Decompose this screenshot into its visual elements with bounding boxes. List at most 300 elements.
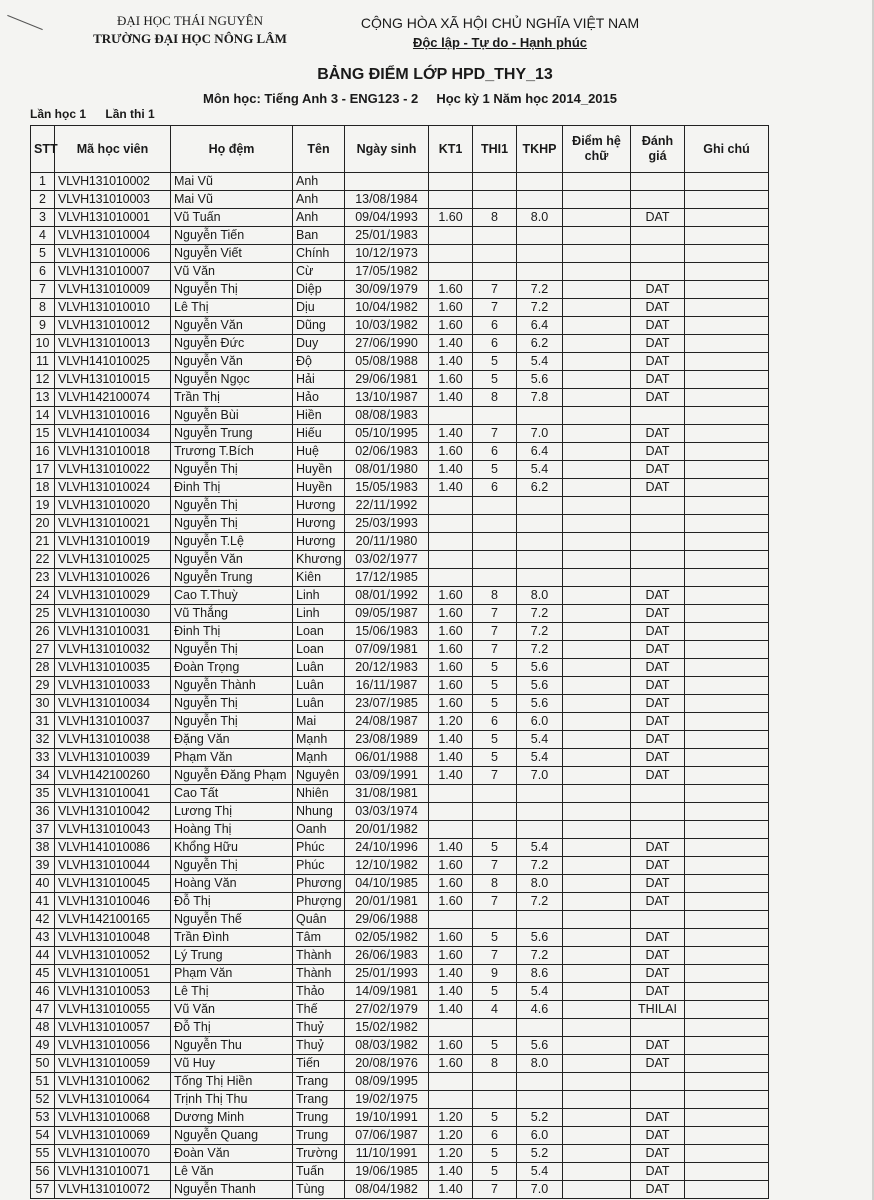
letter-grade-cell <box>563 1163 631 1181</box>
evaluation-cell: DAT <box>631 317 685 335</box>
note-cell <box>685 1001 769 1019</box>
col-dob: Ngày sinh <box>345 126 429 173</box>
date-of-birth-cell: 03/03/1974 <box>345 803 429 821</box>
table-row <box>31 533 769 551</box>
student-id-cell: VLVH131010070 <box>55 1145 171 1163</box>
evaluation-cell: DAT <box>631 767 685 785</box>
last-name-cell: Vũ Văn <box>171 1001 293 1019</box>
kt1-score-cell: 1.40 <box>429 749 473 767</box>
kt1-score-cell: 1.20 <box>429 1109 473 1127</box>
date-of-birth-cell: 19/02/1975 <box>345 1091 429 1109</box>
date-of-birth-cell: 08/04/1982 <box>345 1181 429 1199</box>
date-of-birth-cell: 07/09/1981 <box>345 641 429 659</box>
thi1-score-cell: 7 <box>473 281 517 299</box>
last-name-cell: Nguyễn Thanh <box>171 1181 293 1199</box>
table-row <box>31 1091 769 1109</box>
student-id-cell: VLVH131010022 <box>55 461 171 479</box>
evaluation-cell: DAT <box>631 1037 685 1055</box>
evaluation-cell: DAT <box>631 893 685 911</box>
last-name-cell: Nguyễn Ngọc <box>171 371 293 389</box>
first-name-cell: Luân <box>293 695 345 713</box>
note-cell <box>685 623 769 641</box>
kt1-score-cell: 1.60 <box>429 857 473 875</box>
evaluation-cell <box>631 515 685 533</box>
date-of-birth-cell: 03/09/1991 <box>345 767 429 785</box>
evaluation-cell: DAT <box>631 281 685 299</box>
date-of-birth-cell: 25/03/1993 <box>345 515 429 533</box>
student-id-cell: VLVH131010032 <box>55 641 171 659</box>
first-name-cell: Phượng <box>293 893 345 911</box>
thi1-score-cell: 9 <box>473 965 517 983</box>
student-id-cell: VLVH131010037 <box>55 713 171 731</box>
evaluation-cell: DAT <box>631 479 685 497</box>
row-number-cell: 45 <box>31 965 55 983</box>
last-name-cell: Lương Thị <box>171 803 293 821</box>
last-name-cell: Trần Thị <box>171 389 293 407</box>
first-name-cell: Huyền <box>293 479 345 497</box>
table-row <box>31 839 769 857</box>
first-name-cell: Duy <box>293 335 345 353</box>
last-name-cell: Dương Minh <box>171 1109 293 1127</box>
kt1-score-cell: 1.40 <box>429 479 473 497</box>
thi1-score-cell: 8 <box>473 389 517 407</box>
last-name-cell: Nguyễn Bùi <box>171 407 293 425</box>
row-number-cell: 35 <box>31 785 55 803</box>
tkhp-score-cell: 7.0 <box>517 767 563 785</box>
letter-grade-cell <box>563 533 631 551</box>
date-of-birth-cell: 03/02/1977 <box>345 551 429 569</box>
last-name-cell: Vũ Tuấn <box>171 209 293 227</box>
col-first-name: Tên <box>293 126 345 173</box>
first-name-cell: Hiếu <box>293 425 345 443</box>
last-name-cell: Nguyễn Thị <box>171 695 293 713</box>
evaluation-cell: DAT <box>631 1145 685 1163</box>
evaluation-cell <box>631 1073 685 1091</box>
student-id-cell: VLVH131010026 <box>55 569 171 587</box>
letter-grade-cell <box>563 749 631 767</box>
row-number-cell: 57 <box>31 1181 55 1199</box>
tkhp-score-cell: 7.2 <box>517 857 563 875</box>
date-of-birth-cell: 30/09/1979 <box>345 281 429 299</box>
kt1-score-cell: 1.60 <box>429 623 473 641</box>
tkhp-score-cell: 5.6 <box>517 371 563 389</box>
col-notes: Ghi chú <box>685 126 769 173</box>
note-cell <box>685 407 769 425</box>
note-cell <box>685 965 769 983</box>
student-id-cell: VLVH131010059 <box>55 1055 171 1073</box>
letter-grade-cell <box>563 767 631 785</box>
student-id-cell: VLVH131010042 <box>55 803 171 821</box>
last-name-cell: Nguyễn Thị <box>171 497 293 515</box>
kt1-score-cell: 1.20 <box>429 1127 473 1145</box>
tkhp-score-cell: 5.6 <box>517 659 563 677</box>
kt1-score-cell: 1.20 <box>429 713 473 731</box>
evaluation-cell <box>631 1091 685 1109</box>
letter-grade-cell <box>563 461 631 479</box>
note-cell <box>685 713 769 731</box>
kt1-score-cell: 1.60 <box>429 209 473 227</box>
thi1-score-cell: 6 <box>473 335 517 353</box>
table-row <box>31 461 769 479</box>
student-id-cell: VLVH131010072 <box>55 1181 171 1199</box>
evaluation-cell <box>631 569 685 587</box>
tkhp-score-cell <box>517 533 563 551</box>
note-cell <box>685 461 769 479</box>
table-row <box>31 1181 769 1199</box>
student-id-cell: VLVH131010046 <box>55 893 171 911</box>
letter-grade-cell <box>563 731 631 749</box>
date-of-birth-cell: 05/10/1995 <box>345 425 429 443</box>
date-of-birth-cell: 20/11/1980 <box>345 533 429 551</box>
tkhp-score-cell: 5.6 <box>517 1037 563 1055</box>
first-name-cell: Dũng <box>293 317 345 335</box>
letter-grade-cell <box>563 1181 631 1199</box>
last-name-cell: Lê Văn <box>171 1163 293 1181</box>
student-id-cell: VLVH142100074 <box>55 389 171 407</box>
thi1-score-cell: 6 <box>473 479 517 497</box>
thi1-score-cell: 7 <box>473 623 517 641</box>
note-cell <box>685 731 769 749</box>
tkhp-score-cell <box>517 515 563 533</box>
thi1-score-cell: 5 <box>473 1037 517 1055</box>
note-cell <box>685 533 769 551</box>
tkhp-score-cell: 4.6 <box>517 1001 563 1019</box>
date-of-birth-cell: 27/02/1979 <box>345 1001 429 1019</box>
kt1-score-cell: 1.40 <box>429 983 473 1001</box>
note-cell <box>685 335 769 353</box>
note-cell <box>685 425 769 443</box>
table-row <box>31 1055 769 1073</box>
date-of-birth-cell: 14/09/1981 <box>345 983 429 1001</box>
table-row <box>31 641 769 659</box>
table-row <box>31 173 769 191</box>
note-cell <box>685 947 769 965</box>
letter-grade-cell <box>563 785 631 803</box>
last-name-cell: Nguyễn Thu <box>171 1037 293 1055</box>
table-row <box>31 1163 769 1181</box>
letter-grade-cell <box>563 515 631 533</box>
letter-grade-cell <box>563 641 631 659</box>
table-row <box>31 389 769 407</box>
row-number-cell: 47 <box>31 1001 55 1019</box>
first-name-cell: Kiên <box>293 569 345 587</box>
tkhp-score-cell: 6.2 <box>517 479 563 497</box>
letter-grade-cell <box>563 695 631 713</box>
table-row <box>31 785 769 803</box>
note-cell <box>685 497 769 515</box>
letter-grade-cell <box>563 965 631 983</box>
row-number-cell: 7 <box>31 281 55 299</box>
row-number-cell: 15 <box>31 425 55 443</box>
tkhp-score-cell: 7.2 <box>517 299 563 317</box>
student-id-cell: VLVH131010068 <box>55 1109 171 1127</box>
kt1-score-cell <box>429 785 473 803</box>
evaluation-cell: DAT <box>631 371 685 389</box>
student-id-cell: VLVH131010031 <box>55 623 171 641</box>
student-id-cell: VLVH131010003 <box>55 191 171 209</box>
evaluation-cell <box>631 191 685 209</box>
student-id-cell: VLVH131010043 <box>55 821 171 839</box>
tkhp-score-cell: 5.2 <box>517 1145 563 1163</box>
note-cell <box>685 767 769 785</box>
evaluation-cell: DAT <box>631 695 685 713</box>
thi1-score-cell <box>473 263 517 281</box>
evaluation-cell <box>631 533 685 551</box>
grades-table-body <box>31 173 769 1199</box>
row-number-cell: 16 <box>31 443 55 461</box>
row-number-cell: 50 <box>31 1055 55 1073</box>
kt1-score-cell: 1.40 <box>429 839 473 857</box>
kt1-score-cell: 1.60 <box>429 443 473 461</box>
thi1-score-cell <box>473 407 517 425</box>
note-cell <box>685 1145 769 1163</box>
note-cell <box>685 209 769 227</box>
note-cell <box>685 1073 769 1091</box>
row-number-cell: 5 <box>31 245 55 263</box>
date-of-birth-cell: 10/12/1973 <box>345 245 429 263</box>
date-of-birth-cell: 02/05/1982 <box>345 929 429 947</box>
country-name: CỘNG HÒA XÃ HỘI CHỦ NGHĨA VIỆT NAM <box>360 15 640 31</box>
student-id-cell: VLVH131010018 <box>55 443 171 461</box>
letter-grade-cell <box>563 281 631 299</box>
last-name-cell: Đỗ Thị <box>171 1019 293 1037</box>
note-cell <box>685 569 769 587</box>
last-name-cell: Lý Trung <box>171 947 293 965</box>
table-row <box>31 1019 769 1037</box>
tkhp-score-cell: 5.6 <box>517 695 563 713</box>
table-row <box>31 983 769 1001</box>
student-id-cell: VLVH131010006 <box>55 245 171 263</box>
last-name-cell: Nguyễn Thị <box>171 641 293 659</box>
row-number-cell: 38 <box>31 839 55 857</box>
subject-line: Môn học: Tiếng Anh 3 - ENG123 - 2 Học kỳ 1 Năm học 2014_2015 <box>203 91 617 106</box>
date-of-birth-cell: 25/01/1993 <box>345 965 429 983</box>
thi1-score-cell <box>473 245 517 263</box>
date-of-birth-cell: 08/01/1980 <box>345 461 429 479</box>
last-name-cell: Nguyễn Văn <box>171 551 293 569</box>
student-id-cell: VLVH131010010 <box>55 299 171 317</box>
row-number-cell: 25 <box>31 605 55 623</box>
letter-grade-cell <box>563 443 631 461</box>
row-number-cell: 41 <box>31 893 55 911</box>
note-cell <box>685 1019 769 1037</box>
evaluation-cell: DAT <box>631 659 685 677</box>
note-cell <box>685 605 769 623</box>
kt1-score-cell <box>429 803 473 821</box>
student-id-cell: VLVH131010013 <box>55 335 171 353</box>
last-name-cell: Vũ Thắng <box>171 605 293 623</box>
letter-grade-cell <box>563 659 631 677</box>
letter-grade-cell <box>563 911 631 929</box>
first-name-cell: Trang <box>293 1073 345 1091</box>
last-name-cell: Nguyễn Quang <box>171 1127 293 1145</box>
row-number-cell: 36 <box>31 803 55 821</box>
thi1-score-cell <box>473 821 517 839</box>
row-number-cell: 12 <box>31 371 55 389</box>
tkhp-score-cell <box>517 569 563 587</box>
student-id-cell: VLVH131010001 <box>55 209 171 227</box>
evaluation-cell: DAT <box>631 857 685 875</box>
last-name-cell: Nguyễn Văn <box>171 317 293 335</box>
row-number-cell: 44 <box>31 947 55 965</box>
letter-grade-cell <box>563 569 631 587</box>
letter-grade-cell <box>563 1019 631 1037</box>
last-name-cell: Đặng Văn <box>171 731 293 749</box>
table-row <box>31 281 769 299</box>
row-number-cell: 10 <box>31 335 55 353</box>
student-id-cell: VLVH131010002 <box>55 173 171 191</box>
note-cell <box>685 677 769 695</box>
kt1-score-cell <box>429 497 473 515</box>
first-name-cell: Linh <box>293 605 345 623</box>
last-name-cell: Khổng Hữu <box>171 839 293 857</box>
student-id-cell: VLVH131010025 <box>55 551 171 569</box>
last-name-cell: Lê Thị <box>171 983 293 1001</box>
note-cell <box>685 1163 769 1181</box>
study-attempt: Lần học 1 <box>30 107 87 121</box>
row-number-cell: 19 <box>31 497 55 515</box>
row-number-cell: 20 <box>31 515 55 533</box>
first-name-cell: Anh <box>293 173 345 191</box>
letter-grade-cell <box>563 1037 631 1055</box>
student-id-cell: VLVH141010025 <box>55 353 171 371</box>
letter-grade-cell <box>563 1073 631 1091</box>
kt1-score-cell <box>429 1019 473 1037</box>
kt1-score-cell: 1.60 <box>429 587 473 605</box>
date-of-birth-cell: 22/11/1992 <box>345 497 429 515</box>
row-number-cell: 53 <box>31 1109 55 1127</box>
letter-grade-cell <box>563 191 631 209</box>
col-student-id: Mã học viên <box>55 126 171 173</box>
thi1-score-cell <box>473 191 517 209</box>
evaluation-cell <box>631 803 685 821</box>
note-cell <box>685 245 769 263</box>
student-id-cell: VLVH131010053 <box>55 983 171 1001</box>
letter-grade-cell <box>563 335 631 353</box>
tkhp-score-cell <box>517 497 563 515</box>
letter-grade-cell <box>563 947 631 965</box>
student-id-cell: VLVH131010051 <box>55 965 171 983</box>
tkhp-score-cell: 5.4 <box>517 839 563 857</box>
date-of-birth-cell: 27/06/1990 <box>345 335 429 353</box>
table-row <box>31 659 769 677</box>
first-name-cell: Mai <box>293 713 345 731</box>
row-number-cell: 31 <box>31 713 55 731</box>
first-name-cell: Hương <box>293 515 345 533</box>
date-of-birth-cell: 23/07/1985 <box>345 695 429 713</box>
kt1-score-cell <box>429 551 473 569</box>
letter-grade-cell <box>563 407 631 425</box>
kt1-score-cell: 1.40 <box>429 461 473 479</box>
row-number-cell: 56 <box>31 1163 55 1181</box>
evaluation-cell <box>631 407 685 425</box>
evaluation-cell: DAT <box>631 875 685 893</box>
tkhp-score-cell: 7.2 <box>517 605 563 623</box>
student-id-cell: VLVH131010009 <box>55 281 171 299</box>
last-name-cell: Nguyễn Thành <box>171 677 293 695</box>
thi1-score-cell <box>473 911 517 929</box>
exam-attempt: Lần thi 1 <box>105 107 155 121</box>
thi1-score-cell <box>473 1091 517 1109</box>
row-number-cell: 40 <box>31 875 55 893</box>
date-of-birth-cell: 17/05/1982 <box>345 263 429 281</box>
last-name-cell: Đỗ Thị <box>171 893 293 911</box>
first-name-cell: Nhung <box>293 803 345 821</box>
row-number-cell: 9 <box>31 317 55 335</box>
tkhp-score-cell <box>517 407 563 425</box>
student-id-cell: VLVH131010071 <box>55 1163 171 1181</box>
last-name-cell: Nguyễn Trung <box>171 569 293 587</box>
kt1-score-cell: 1.40 <box>429 335 473 353</box>
thi1-score-cell: 5 <box>473 461 517 479</box>
last-name-cell: Đoàn Trọng <box>171 659 293 677</box>
first-name-cell: Trang <box>293 1091 345 1109</box>
table-row <box>31 767 769 785</box>
first-name-cell: Anh <box>293 209 345 227</box>
row-number-cell: 2 <box>31 191 55 209</box>
first-name-cell: Tùng <box>293 1181 345 1199</box>
date-of-birth-cell: 24/10/1996 <box>345 839 429 857</box>
note-cell <box>685 803 769 821</box>
last-name-cell: Hoàng Thị <box>171 821 293 839</box>
kt1-score-cell <box>429 245 473 263</box>
first-name-cell: Thành <box>293 947 345 965</box>
tkhp-score-cell: 7.0 <box>517 1181 563 1199</box>
thi1-score-cell: 5 <box>473 695 517 713</box>
kt1-score-cell: 1.40 <box>429 425 473 443</box>
first-name-cell: Mạnh <box>293 731 345 749</box>
date-of-birth-cell: 19/10/1991 <box>345 1109 429 1127</box>
last-name-cell: Hoàng Văn <box>171 875 293 893</box>
kt1-score-cell <box>429 515 473 533</box>
letter-grade-cell <box>563 209 631 227</box>
thi1-score-cell: 5 <box>473 1145 517 1163</box>
table-header-row <box>31 126 769 173</box>
table-row <box>31 1109 769 1127</box>
letter-grade-cell <box>563 389 631 407</box>
date-of-birth-cell: 17/12/1985 <box>345 569 429 587</box>
date-of-birth-cell: 29/06/1981 <box>345 371 429 389</box>
tkhp-score-cell: 8.0 <box>517 1055 563 1073</box>
letter-grade-cell <box>563 677 631 695</box>
row-number-cell: 29 <box>31 677 55 695</box>
evaluation-cell: DAT <box>631 1163 685 1181</box>
note-cell <box>685 515 769 533</box>
row-number-cell: 24 <box>31 587 55 605</box>
evaluation-cell: DAT <box>631 839 685 857</box>
row-number-cell: 17 <box>31 461 55 479</box>
note-cell <box>685 263 769 281</box>
letter-grade-cell <box>563 1109 631 1127</box>
letter-grade-cell <box>563 893 631 911</box>
first-name-cell: Linh <box>293 587 345 605</box>
evaluation-cell <box>631 821 685 839</box>
col-last-name: Họ đệm <box>171 126 293 173</box>
evaluation-cell: DAT <box>631 605 685 623</box>
date-of-birth-cell <box>345 173 429 191</box>
date-of-birth-cell: 10/03/1982 <box>345 317 429 335</box>
kt1-score-cell <box>429 911 473 929</box>
note-cell <box>685 389 769 407</box>
evaluation-cell: DAT <box>631 983 685 1001</box>
col-kt1: KT1 <box>429 126 473 173</box>
student-id-cell: VLVH131010062 <box>55 1073 171 1091</box>
table-row <box>31 1145 769 1163</box>
note-cell <box>685 641 769 659</box>
kt1-score-cell: 1.40 <box>429 1181 473 1199</box>
note-cell <box>685 587 769 605</box>
kt1-score-cell: 1.60 <box>429 299 473 317</box>
